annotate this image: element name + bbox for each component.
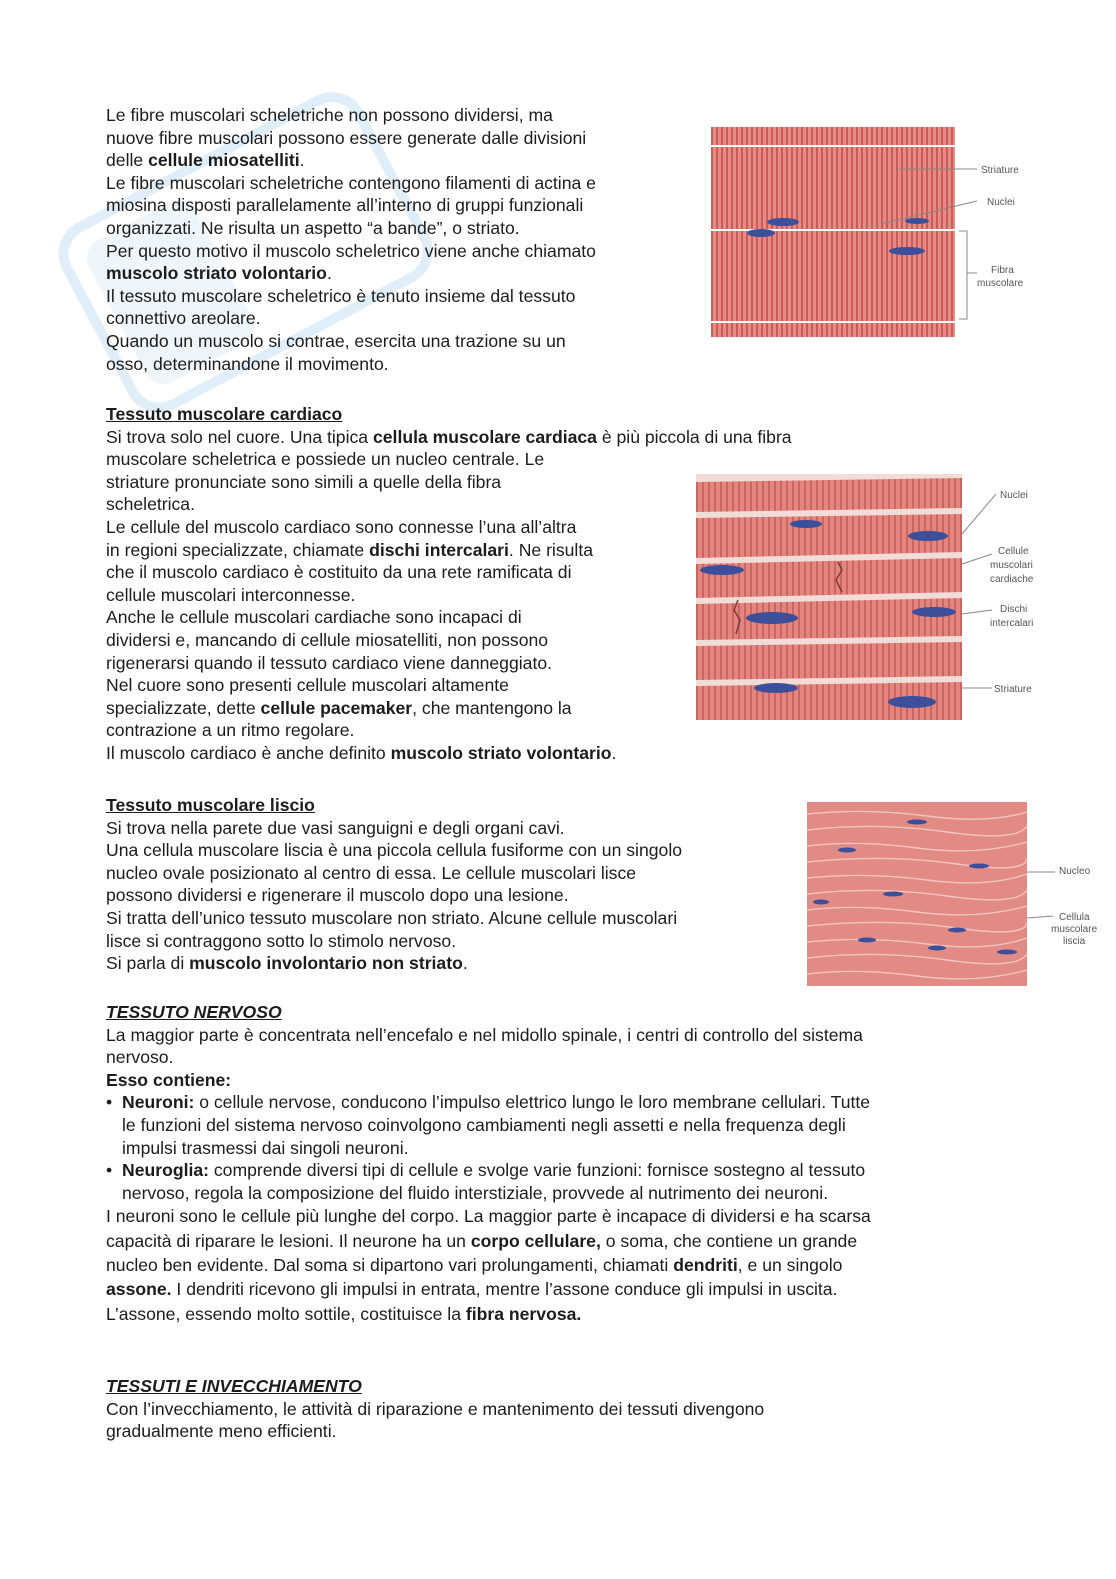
text-line: gradualmente meno efficienti. [106,1421,337,1442]
label-nuclei: Nuclei [1000,490,1028,501]
cardiac-section [106,403,792,765]
text-line: Una cellula muscolare liscia è una piccola cellula fusiforme con un singolo [106,840,683,861]
text-line: Il muscolo cardiaco è anche definito muscolo striato volontario. [106,742,617,763]
skeletal-muscle-figure [711,127,1051,339]
nucleus [883,892,903,897]
text-line: osso, determinandone il movimento. [106,353,389,374]
nucleus [746,612,798,624]
text-line: Il tessuto muscolare scheletrico è tenuto insieme dal tessuto [106,285,576,306]
text-line [106,1069,1016,1092]
nucleus [948,928,966,933]
fiber-band [711,127,955,145]
bold-term: Neuroni: [122,1092,195,1113]
label-muscolare: muscolare [977,278,1024,289]
bullet-neuroglia [106,1159,1016,1204]
text-line: che il muscolo cardiaco è costituito da una rete ramificata di [106,562,572,583]
text-line: cellule muscolari interconnesse. [106,584,356,605]
smooth-section [106,794,682,975]
bold-term: Esso contiene: [106,1069,232,1090]
bold-term: dendriti [673,1254,738,1275]
label-striature: Striature [981,165,1019,176]
label-cellule: Cellule [998,546,1029,557]
bold-term: muscolo striato volontario [106,263,327,284]
fiber-band [711,323,955,337]
skeletal-paragraph [106,104,596,375]
text-line: specializzate, dette cellule pacemaker, che mantengono la [106,697,572,718]
nervous-outro [106,1204,1016,1325]
nucleus [905,218,929,224]
aging-section [106,1375,764,1443]
bold-term: muscolo striato volontario [390,742,612,763]
smooth-heading: Tessuto muscolare liscio [106,795,315,815]
text-line: • Neuroglia: comprende diversi tipi di cellule e svolge varie funzioni: fornisce sostegno al tessuto [122,1160,866,1181]
text-line: Anche le cellule muscolari cardiache sono incapaci di [106,607,522,628]
label-muscolari: muscolari [990,560,1033,571]
text-line: nucleo ovale posizionato al centro di essa. Le cellule muscolari lisce [106,862,637,883]
nucleus [790,520,822,528]
label-dischi: Dischi [1000,604,1028,615]
text-line: contrazione a un ritmo regolare. [106,720,355,741]
text-line: Si trova nella parete due vasi sanguigni e degli organi cavi. [106,817,565,838]
text-line: • Neuroni: o cellule nervose, conducono l’impulso elettrico lungo le loro membrane cellulari. Tutte [122,1092,871,1113]
smooth-muscle-figure [807,802,1107,988]
text-line: Con l’invecchiamento, le attività di riparazione e mantenimento dei tessuti divengono [106,1398,765,1419]
text-line: I neuroni sono le cellule più lunghe del corpo. La maggior parte è incapace di dividersi e ha scarsa [106,1206,871,1227]
text-line: Le fibre muscolari scheletriche contengono filamenti di actina e [106,172,596,193]
nucleus [754,683,798,693]
text-line: La maggior parte è concentrata nell’encefalo e nel midollo spinale, i centri di controllo del sistema [106,1024,863,1045]
fiber-band [711,147,955,229]
text-line: Nel cuore sono presenti cellule muscolari altamente [106,675,509,696]
cardiac-cell [696,642,962,680]
text-line: miosina disposti parallelamente all’interno di gruppi funzionali [106,195,584,216]
text-line: delle cellule miosatelliti. [106,150,305,171]
text-line: connettivo areolare. [106,308,261,329]
text-line: Si parla di muscolo involontario non striato. [106,953,468,974]
bold-term: dischi intercalari [369,539,509,560]
label-nucleo: Nucleo [1059,866,1091,877]
nucleus [928,946,946,951]
bold-term: Neuroglia: [122,1160,209,1181]
text-line: muscolo striato volontario. [106,263,332,284]
text-line: Le cellule del muscolo cardiaco sono connesse l’una all’altra [106,516,577,537]
text-line: possono dividersi e rigenerare il muscolo dopo una lesione. [106,885,569,906]
text-line: nervoso. [106,1047,174,1068]
text-line: Si trova solo nel cuore. Una tipica cellula muscolare cardiaca è più piccola di una fibra [106,426,792,447]
nervous-bullet-list [106,1091,1016,1204]
nervous-heading: TESSUTO NERVOSO [106,1002,282,1022]
fiber-band [711,231,955,321]
nucleus [838,848,856,853]
nervous-section [106,1001,1016,1326]
text-line: assone. I dendriti ricevono gli impulsi in entrata, mentre l’assone conduce gli impulsi in uscita. [106,1279,838,1300]
text-line: rigenerarsi quando il tessuto cardiaco viene danneggiato. [106,652,553,673]
label-fibra: Fibra [991,265,1014,276]
nucleus [969,864,989,869]
nucleus [858,938,876,943]
text-line: capacità di riparare le lesioni. Il neurone ha un corpo cellulare, o soma, che contiene un grande [106,1230,858,1251]
nucleus [700,565,744,575]
text-line: L’assone, essendo molto sottile, costituisce la fibra nervosa. [106,1303,582,1324]
label-nuclei: Nuclei [987,197,1015,208]
bold-term: cellule pacemaker [260,697,413,718]
aging-paragraph [106,1398,764,1443]
bullet-neuroni [106,1091,1016,1159]
cardiac-cell [696,478,962,512]
text-line: muscolare scheletrica e possiede un nucleo centrale. Le [106,449,545,470]
cardiac-cell [696,558,962,598]
label-cellula: Cellula [1059,912,1090,923]
text-line: Quando un muscolo si contrae, esercita una trazione su un [106,330,566,351]
nucleus [907,820,927,825]
nucleus [888,696,936,708]
cardiac-heading: Tessuto muscolare cardiaco [106,404,343,424]
label-muscolare: muscolare [1051,924,1098,935]
text-line: nervoso, regola la composizione del fluido interstiziale, provvede al nutrimento dei neuroni. [122,1182,829,1203]
text-line: le funzioni del sistema nervoso coinvolgono cambiamenti negli assetti e nella frequenza degli [122,1114,846,1135]
text-line: impulsi trasmessi dai singoli neuroni. [122,1137,409,1158]
nucleus [889,247,925,255]
text-line: Per questo motivo il muscolo scheletrico viene anche chiamato [106,240,596,261]
text-line: nuove fibre muscolari possono essere generate dalle divisioni [106,127,587,148]
text-line: in regioni specializzate, chiamate dischi intercalari. Ne risulta [106,539,594,560]
bold-term: cellula muscolare cardiaca [372,426,597,447]
label-intercalari: intercalari [990,618,1034,629]
cardiac-muscle-figure [696,474,1058,722]
text-line: striature pronunciate sono simili a quelle della fibra [106,471,502,492]
nucleus [997,950,1017,955]
label-cardiache: cardiache [990,574,1034,585]
text-line: scheletrica. [106,494,195,515]
nucleus [747,229,775,237]
cardiac-paragraph [106,426,792,765]
text-line: dividersi e, mancando di cellule miosatelliti, non possono [106,629,549,650]
nucleus [813,900,829,905]
skeletal-section [106,104,596,375]
smooth-paragraph [106,817,682,975]
text-line: lisce si contraggono sotto lo stimolo nervoso. [106,930,457,951]
text-line: Le fibre muscolari scheletriche non possono dividersi, ma [106,105,553,125]
text-line: Si tratta dell’unico tessuto muscolare non striato. Alcune cellule muscolari [106,907,678,928]
aging-heading: TESSUTI E INVECCHIAMENTO [106,1376,362,1396]
bold-term: fibra nervosa. [465,1303,582,1324]
bold-term: corpo cellulare, [470,1230,601,1251]
nucleus [912,607,956,617]
nervous-intro [106,1024,1016,1092]
text-line: nucleo ben evidente. Dal soma si dipartono vari prolungamenti, chiamati dendriti, e un singolo [106,1254,843,1275]
nucleus [908,531,948,541]
label-striature: Striature [994,684,1032,695]
bold-term: muscolo involontario non striato [189,953,463,974]
bold-term: assone. [106,1279,172,1300]
bold-term: cellule miosatelliti [148,150,300,171]
label-liscia: liscia [1063,936,1086,947]
text-line: organizzati. Ne risulta un aspetto “a bande”, o striato. [106,217,520,238]
nucleus [767,218,799,226]
